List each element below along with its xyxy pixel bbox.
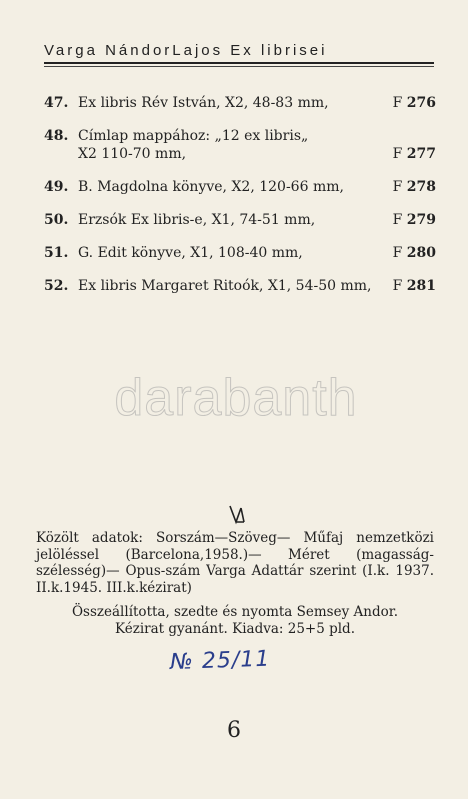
entry-list bbox=[44, 94, 436, 310]
entry-text-continued: X2 110-70 mm, bbox=[78, 146, 187, 162]
entry-50 bbox=[44, 211, 436, 229]
header-rule-thin bbox=[44, 66, 434, 67]
monogram-vn-icon bbox=[224, 502, 250, 528]
entry-number: 47. bbox=[44, 95, 69, 111]
entry-number: 50. bbox=[44, 212, 69, 228]
entry-text: Ex libris Margaret Ritoók, X1, 54-50 mm, bbox=[78, 278, 372, 294]
entry-code: F 276 bbox=[392, 95, 436, 111]
entry-number: 51. bbox=[44, 245, 69, 261]
entry-number: 48. bbox=[44, 128, 69, 144]
entry-text: Ex libris Rév István, X2, 48-83 mm, bbox=[78, 95, 329, 111]
entry-47 bbox=[44, 94, 436, 112]
entry-48 bbox=[44, 127, 436, 163]
colophon-edition: Kézirat gyanánt. Kiadva: 25+5 pld. bbox=[115, 620, 355, 637]
entry-code: F 278 bbox=[392, 179, 436, 195]
page-number: 6 bbox=[227, 718, 241, 743]
entry-code: F 279 bbox=[392, 212, 436, 228]
entry-number: 49. bbox=[44, 179, 69, 195]
entry-code: F 281 bbox=[392, 278, 436, 294]
entry-text: G. Edit könyve, X1, 108-40 mm, bbox=[78, 245, 303, 261]
entry-code: F 280 bbox=[392, 245, 436, 261]
watermark-text: darabanth bbox=[114, 369, 358, 427]
entry-51 bbox=[44, 244, 436, 262]
header-rule-thick bbox=[44, 62, 434, 64]
entry-number: 52. bbox=[44, 278, 69, 294]
entry-52 bbox=[44, 277, 436, 295]
handwritten-number: № 25/11 bbox=[169, 646, 271, 676]
entry-49 bbox=[44, 178, 436, 196]
colophon-credit: Összeállította, szedte és nyomta Semsey Andor. bbox=[71, 604, 398, 620]
entry-text: Címlap mappához: „12 ex libris„ bbox=[78, 128, 309, 144]
page-header: Varga NándorLajos Ex librisei bbox=[44, 42, 328, 59]
colophon-legend: Közölt adatok: Sorszám—Szöveg— Műfaj nemzetközi jelöléssel (Barcelona,1958.)— Méret (magasság-szélesség)— Opus-szám Varga Adattár szerint (I.k. 1937. II.k.1945. III.k.kézirat) bbox=[36, 530, 434, 596]
entry-code: F 277 bbox=[392, 146, 436, 162]
colophon bbox=[36, 530, 434, 637]
entry-text: B. Magdolna könyve, X2, 120-66 mm, bbox=[78, 179, 344, 195]
entry-text: Erzsók Ex libris-e, X1, 74-51 mm, bbox=[78, 212, 316, 228]
